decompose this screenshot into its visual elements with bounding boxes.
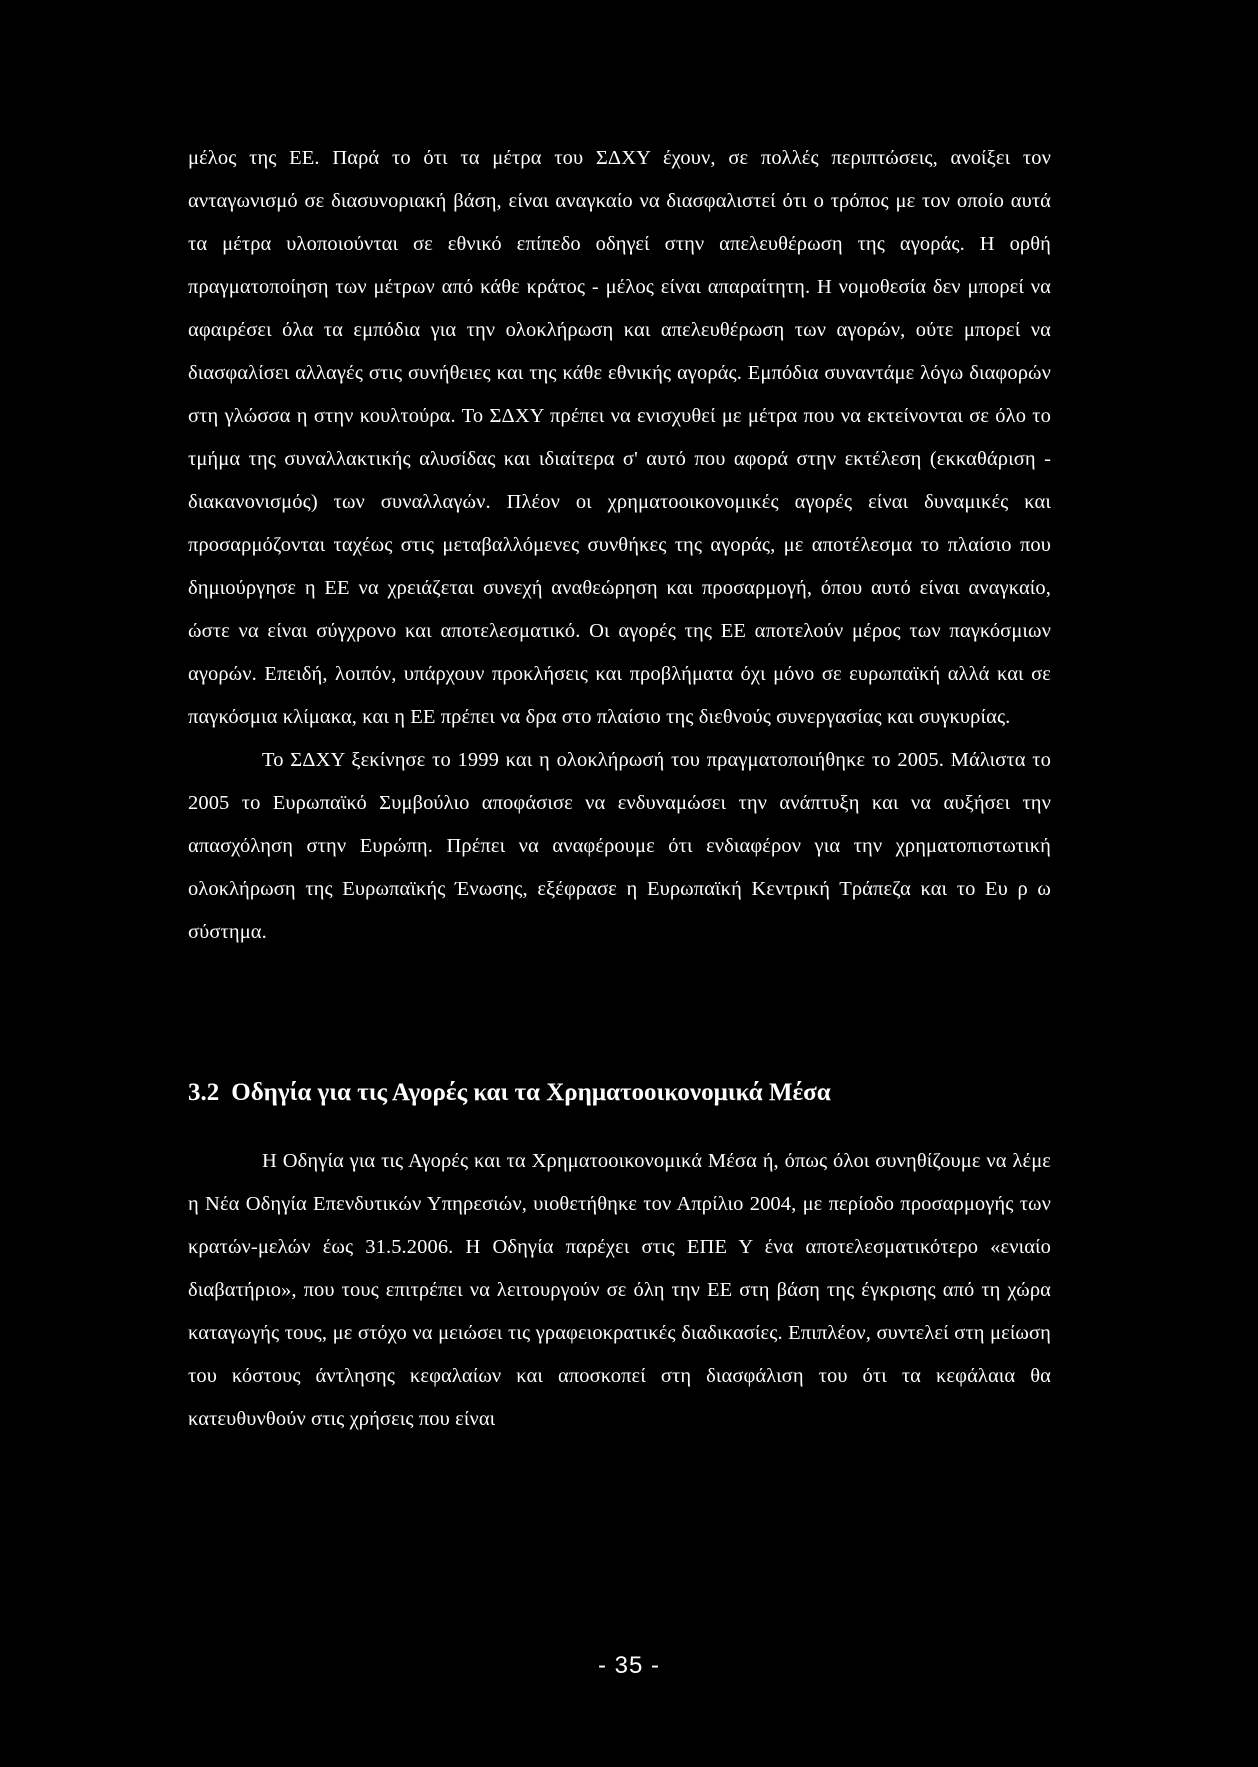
section-heading — [188, 1074, 1051, 1112]
section-paragraph: Η Οδηγία για τις Αγορές και τα Χρηματοοικονομικά Μέσα ή, όπως όλοι συνηθίζουμε να λέμε η Νέα Οδηγία Επενδυτικών Υπηρεσιών, υιοθετήθηκε τον Απρίλιο 2004, με περίοδο προσαρμογής των κρατών-μελών έως 31.5.2006. Η Οδηγία παρέχει στις ΕΠΕ Υ ένα αποτελεσματικότερο «ενιαίο διαβατήριο», που τους επιτρέπει να λειτουργούν σε όλη την ΕΕ στη βάση της έγκρισης από τη χώρα καταγωγής τους, με στόχο να μειώσει τις γραφειοκρατικές διαδικασίες. Επιπλέον, συντελεί στη μείωση του κόστους άντλησης κεφαλαίων και αποσκοπεί στη διασφάλιση του ότι τα κεφάλαια θα κατευθυνθούν στις χρήσεις που είναι — [188, 1150, 1051, 1430]
section-title: Οδηγία για τις Αγορές και τα Χρηματοοικονομικά Μέσα — [231, 1079, 831, 1106]
page-content — [188, 137, 1051, 1441]
body-paragraph-1: μέλος της ΕΕ. Παρά το ότι τα μέτρα του ΣΔΧΥ έχουν, σε πολλές περιπτώσεις, ανοίξει τον ανταγωνισμό σε διασυνοριακή βάση, είναι αναγκαίο να διασφαλιστεί ότι ο τρόπος με τον οποίο αυτά τα μέτρα υλοποιούνται σε εθνικό επίπεδο οδηγεί στην απελευθέρωση της αγοράς. Η ορθή πραγματοποίηση των μέτρων από κάθε κράτος - μέλος είναι απαραίτητη. Η νομοθεσία δεν μπορεί να αφαιρέσει όλα τα εμπόδια για την ολοκλήρωση και απελευθέρωση των αγορών, ούτε μπορεί να διασφαλίσει αλλαγές στις συνήθειες και της κάθε εθνικής αγοράς. Εμπόδια συναντάμε λόγω διαφορών στη γλώσσα η στην κουλτούρα. Το ΣΔΧΥ πρέπει να ενισχυθεί με μέτρα που να εκτείνονται σε όλο το τμήμα της συναλλακτικής αλυσίδας και ιδιαίτερα σ' αυτό που αφορά στην εκτέλεση (εκκαθάριση - διακανονισμός) των συναλλαγών. Πλέον οι χρηματοοικονομικές αγορές είναι δυναμικές και προσαρμόζονται ταχέως στις μεταβαλλόμενες συνθήκες της αγοράς, με αποτέλεσμα το πλαίσιο που δημιούργησε η ΕΕ να χρειάζεται συνεχή αναθεώρηση και προσαρμογή, όπου αυτό είναι αναγκαίο, ώστε να είναι σύγχρονο και αποτελεσματικό. Οι αγορές της ΕΕ αποτελούν μέρος των παγκόσμιων αγορών. Επειδή, λοιπόν, υπάρχουν προκλήσεις και προβλήματα όχι μόνο σε ευρωπαϊκή αλλά και σε παγκόσμια κλίμακα, και η ΕΕ πρέπει να δρα στο πλαίσιο της διεθνούς συνεργασίας και συγκυρίας. — [188, 147, 1051, 728]
page-number: - 35 - — [597, 1652, 660, 1679]
body-paragraph-2: Το ΣΔΧΥ ξεκίνησε το 1999 και η ολοκλήρωσή του πραγματοποιήθηκε το 2005. Μάλιστα το 2005 το Ευρωπαϊκό Συμβούλιο αποφάσισε να ενδυναμώσει την ανάπτυξη και να αυξήσει την απασχόληση στην Ευρώπη. Πρέπει να αναφέρουμε ότι ενδιαφέρον για την χρηματοπιστωτική ολοκλήρωση της Ευρωπαϊκής Ένωσης, εξέφρασε η Ευρωπαϊκή Κεντρική Τράπεζα και το Ευ ρ ω σύστημα. — [188, 749, 1051, 943]
section-number: 3.2 — [188, 1079, 220, 1106]
